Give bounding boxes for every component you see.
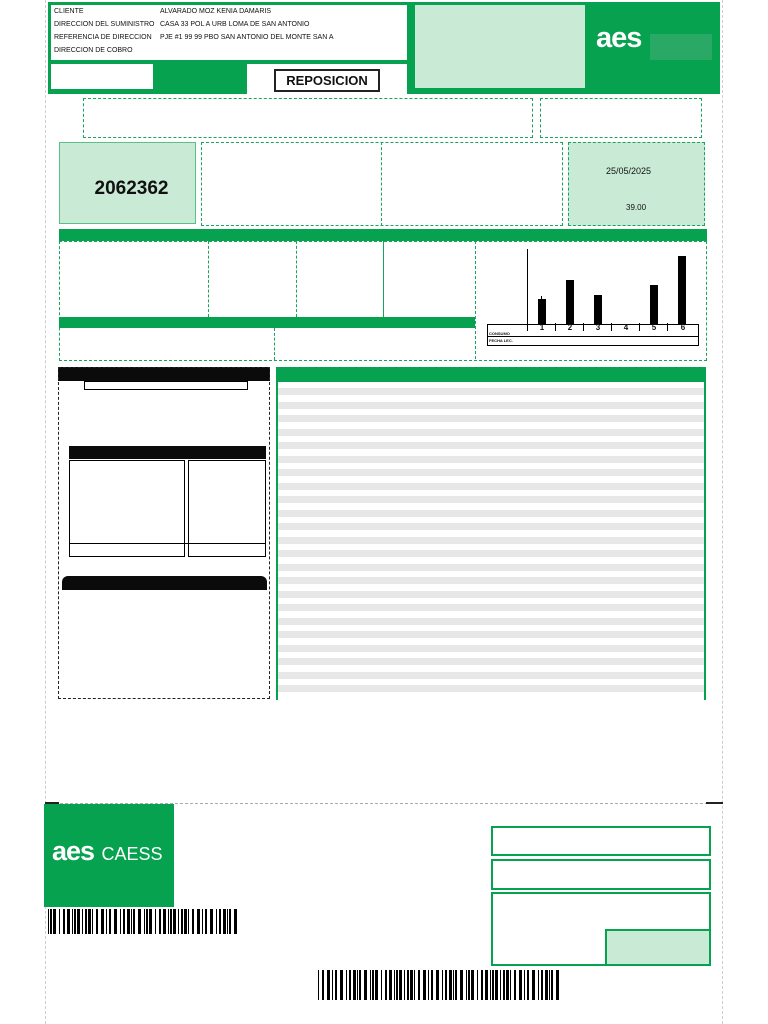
barcode-bar [385, 970, 387, 1000]
chart-bar-2 [566, 280, 574, 325]
barcode-bar [72, 909, 73, 934]
middle-green-bar [59, 229, 707, 241]
table-row-stripe [278, 469, 704, 476]
barcode-bar [466, 970, 467, 1000]
details-right-rule [704, 382, 706, 700]
barcode-bar [138, 909, 141, 934]
readings-divider-1 [208, 241, 209, 317]
barcode-bar [106, 909, 107, 934]
barcode-bar [133, 909, 135, 934]
barcode-bar [477, 970, 478, 1000]
barcode-bar [205, 909, 207, 934]
barcode-bar [101, 909, 104, 934]
barcode-bar [471, 970, 474, 1000]
barcode-bar [120, 909, 121, 934]
barcode-bar [490, 970, 491, 1000]
table-row-stripe [278, 442, 704, 449]
table-row-stripe [278, 604, 704, 611]
barcode-bar [227, 909, 228, 934]
header-white-slot [51, 64, 153, 89]
table-row-stripe [278, 672, 704, 679]
barcode-bar [178, 909, 179, 934]
barcode-bar [48, 909, 49, 934]
barcode-bar [114, 909, 117, 934]
barcode-bar [346, 970, 347, 1000]
barcode-bar [389, 970, 392, 1000]
info-box-divider [381, 142, 382, 226]
table-row-stripe [278, 564, 704, 571]
barcode-bar [192, 909, 194, 934]
chart-bar-1 [538, 299, 546, 325]
barcode-bar [146, 909, 148, 934]
barcode-bar [428, 970, 429, 1000]
page-right-border [722, 0, 723, 1024]
barcode-bar [335, 970, 337, 1000]
barcode-bar [353, 970, 356, 1000]
barcode-top [48, 909, 238, 934]
barcode-bar [149, 909, 152, 934]
barcode-bar [77, 909, 80, 934]
table-row-stripe [278, 537, 704, 544]
barcode-bar [210, 909, 213, 934]
barcode-bar [229, 909, 231, 934]
chart-month-2: 2 [555, 323, 584, 331]
barcode-bar [541, 970, 543, 1000]
client-value: ALVARADO MOZ KENIA DAMARIS [160, 8, 271, 15]
barcode-bar [163, 909, 166, 934]
barcode-bar [184, 909, 187, 934]
message-box [83, 98, 533, 138]
barcode-bar [234, 909, 237, 934]
barcode-bar [524, 970, 525, 1000]
table-row-stripe [278, 496, 704, 503]
table-row-stripe [278, 631, 704, 638]
readings-divider-2 [296, 241, 297, 317]
barcode-bar [170, 909, 172, 934]
footer-box-1 [491, 826, 711, 856]
chart-row-rule [487, 336, 699, 337]
barcode-bar [407, 970, 409, 1000]
barcode-bar [202, 909, 203, 934]
left-panel-table-rule [69, 543, 266, 544]
readings-divider-5 [274, 328, 275, 360]
barcode-bar [495, 970, 498, 1000]
logo-shade-block [650, 34, 712, 60]
barcode-bar [399, 970, 402, 1000]
barcode-bar [551, 970, 553, 1000]
barcode-bar [82, 909, 83, 934]
barcode-bar [538, 970, 539, 1000]
table-row-stripe [278, 415, 704, 422]
barcode-bar [455, 970, 457, 1000]
barcode-bar [159, 909, 161, 934]
barcode-bar [468, 970, 470, 1000]
barcode-bar [74, 909, 76, 934]
barcode-bar [155, 909, 156, 934]
barcode-bar [92, 909, 93, 934]
barcode-bar [327, 970, 330, 1000]
barcode-bar [59, 909, 60, 934]
table-row-stripe [278, 591, 704, 598]
address-reference-label: REFERENCIA DE DIRECCION [54, 34, 152, 41]
chart-month-3: 3 [583, 323, 612, 331]
supply-address-value: CASA 33 POL A URB LOMA DE SAN ANTONIO [160, 21, 310, 28]
footer-amount-box [605, 929, 711, 966]
readings-green-bar [59, 317, 475, 328]
barcode-bottom [318, 970, 560, 1000]
barcode-bar [503, 970, 505, 1000]
readings-divider-3 [383, 241, 384, 317]
barcode-bar [453, 970, 454, 1000]
account-number: 2062362 [94, 178, 169, 199]
chart-month-5: 5 [639, 323, 668, 331]
footer-logo-aes: aes [52, 836, 95, 866]
barcode-bar [514, 970, 516, 1000]
barcode-bar [67, 909, 70, 934]
left-panel-dark-tab [62, 576, 267, 590]
table-row-stripe [278, 523, 704, 530]
barcode-bar [519, 970, 522, 1000]
left-panel-table-header [69, 446, 266, 459]
barcode-bar [492, 970, 494, 1000]
barcode-bar [396, 970, 398, 1000]
due-info-box [568, 142, 705, 226]
barcode-bar [223, 909, 226, 934]
barcode-bar [414, 970, 415, 1000]
barcode-bar [188, 909, 189, 934]
barcode-bar [144, 909, 145, 934]
barcode-bar [50, 909, 52, 934]
barcode-bar [404, 970, 405, 1000]
barcode-bar [431, 970, 433, 1000]
barcode-bar [532, 970, 535, 1000]
barcode-bar [436, 970, 439, 1000]
table-row-stripe [278, 577, 704, 584]
reposicion-label: REPOSICION [286, 73, 368, 88]
barcode-bar [216, 909, 217, 934]
chart-bar-5 [650, 285, 658, 325]
chart-month-6: 6 [667, 323, 698, 331]
barcode-bar [510, 970, 511, 1000]
details-header-bar [276, 367, 706, 382]
barcode-bar [340, 970, 343, 1000]
aes-logo [596, 22, 641, 55]
billing-address-label: DIRECCION DE COBRO [54, 47, 133, 54]
footer-logo-caess: CAESS [101, 844, 163, 864]
chart-row-label-reading-date: FECHA LEC. [489, 338, 513, 343]
chart-month-4: 4 [611, 323, 640, 331]
chart-month-1: 1 [527, 323, 556, 331]
barcode-bar [445, 970, 447, 1000]
barcode-bar [410, 970, 413, 1000]
chart-bar-6 [678, 256, 686, 325]
barcode-bar [485, 970, 488, 1000]
barcode-bar [506, 970, 509, 1000]
barcode-bar [370, 970, 371, 1000]
table-row-stripe [278, 456, 704, 463]
barcode-bar [168, 909, 169, 934]
consumption-chart [487, 244, 699, 348]
table-row-stripe [278, 429, 704, 436]
details-striped-table [278, 382, 704, 700]
barcode-bar [549, 970, 550, 1000]
barcode-bar [63, 909, 65, 934]
barcode-bar [88, 909, 91, 934]
barcode-bar [442, 970, 443, 1000]
barcode-bar [372, 970, 374, 1000]
table-row-stripe [278, 550, 704, 557]
chart-row-label-consumption: CONSUMO [489, 331, 510, 336]
footer-box-2 [491, 859, 711, 890]
address-reference-value: PJE #1 99 99 PBO SAN ANTONIO DEL MONTE SAN A [160, 34, 334, 41]
barcode-bar [381, 970, 382, 1000]
barcode-bar [375, 970, 378, 1000]
aes-logo-text: aes [596, 22, 642, 54]
barcode-bar [423, 970, 426, 1000]
table-row-stripe [278, 483, 704, 490]
barcode-bar [545, 970, 548, 1000]
barcode-bar [394, 970, 395, 1000]
table-row-stripe [278, 510, 704, 517]
table-row-stripe [278, 402, 704, 409]
barcode-bar [109, 909, 111, 934]
barcode-bar [357, 970, 358, 1000]
table-row-stripe [278, 645, 704, 652]
barcode-bar [556, 970, 559, 1000]
barcode-bar [318, 970, 319, 1000]
footer-logo [52, 836, 163, 867]
barcode-bar [53, 909, 56, 934]
header-light-panel [415, 5, 585, 88]
table-row-stripe [278, 658, 704, 665]
barcode-bar [418, 970, 420, 1000]
barcode-bar [481, 970, 483, 1000]
barcode-bar [219, 909, 221, 934]
barcode-bar [322, 970, 324, 1000]
message-box-small [540, 98, 702, 138]
supply-address-label: DIRECCION DEL SUMINISTRO [54, 21, 155, 28]
barcode-bar [527, 970, 529, 1000]
client-label: CLIENTE [54, 8, 84, 15]
barcode-bar [181, 909, 183, 934]
barcode-bar [349, 970, 351, 1000]
barcode-bar [449, 970, 452, 1000]
table-row-stripe [278, 685, 704, 692]
barcode-bar [96, 909, 98, 934]
table-row-stripe [278, 388, 704, 395]
reposicion-stamp [274, 69, 380, 92]
barcode-bar [197, 909, 200, 934]
barcode-bar [173, 909, 176, 934]
due-date: 25/05/2025 [606, 166, 652, 176]
barcode-bar [123, 909, 125, 934]
chart-bars [527, 249, 699, 325]
barcode-bar [85, 909, 87, 934]
barcode-bar [500, 970, 501, 1000]
barcode-bar [127, 909, 130, 934]
readings-divider-4 [475, 241, 476, 359]
cut-mark-right [706, 802, 723, 804]
barcode-bar [332, 970, 333, 1000]
info-box-1 [201, 142, 563, 226]
barcode-bar [364, 970, 367, 1000]
table-row-stripe [278, 618, 704, 625]
barcode-bar [460, 970, 463, 1000]
chart-bar-3 [594, 295, 602, 325]
due-amount: 39.00 [626, 203, 647, 212]
barcode-bar [131, 909, 132, 934]
barcode-bar [359, 970, 361, 1000]
